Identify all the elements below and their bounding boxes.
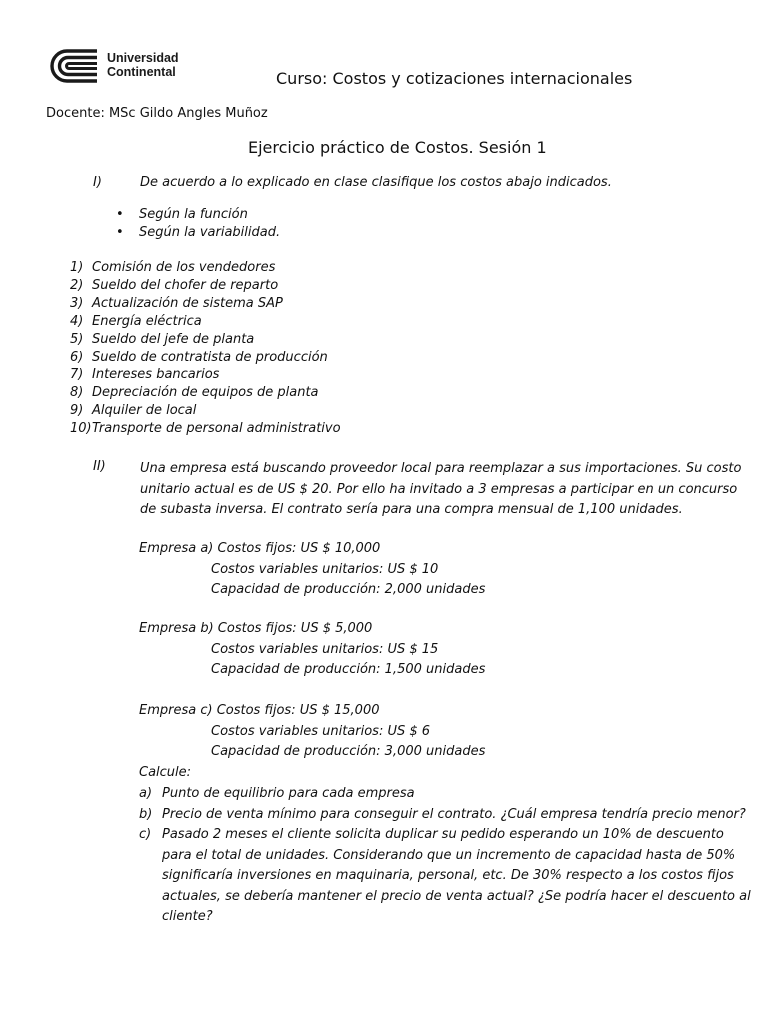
question-line: Pasado 2 meses el cliente solicita duplicar su pedido esperando un 10% de descuento bbox=[162, 827, 724, 842]
question-letter: a) bbox=[139, 786, 153, 801]
calculate-label: Calcule: bbox=[139, 765, 192, 780]
section-1-number: I) bbox=[93, 175, 102, 190]
teacher-name: Docente: MSc Gildo Angles Muñoz bbox=[46, 106, 268, 121]
item-number: 5) bbox=[70, 331, 84, 347]
item-number: 7) bbox=[70, 367, 84, 383]
item-number: 4) bbox=[70, 313, 84, 329]
list-item bbox=[70, 259, 341, 277]
university-logo bbox=[47, 48, 197, 84]
question-letter: c) bbox=[139, 827, 152, 842]
question-line: para el total de unidades. Considerando que un incremento de capacidad hasta de 50% bbox=[162, 847, 736, 863]
list-item bbox=[70, 420, 341, 438]
item-text: Sueldo del jefe de planta bbox=[92, 331, 255, 347]
list-item bbox=[70, 349, 341, 367]
list-item bbox=[70, 402, 341, 420]
company-b-block bbox=[139, 619, 485, 681]
bullet-icon: • bbox=[116, 225, 124, 240]
section-2-paragraph bbox=[140, 459, 742, 521]
question-line: actuales, se debería mantener el precio de venta actual? ¿Se podría hacer el descuento al bbox=[162, 888, 751, 904]
item-text: Transporte de personal administrativo bbox=[92, 421, 341, 437]
continental-logo-icon bbox=[47, 48, 103, 84]
item-text: Comisión de los vendedores bbox=[92, 260, 276, 275]
item-number: 3) bbox=[70, 295, 84, 311]
company-c-block bbox=[139, 701, 485, 763]
company-capacity: Capacidad de producción: 3,000 unidades bbox=[211, 744, 486, 759]
logo-line-1: Universidad bbox=[107, 51, 179, 65]
item-text: Alquiler de local bbox=[92, 403, 197, 419]
list-item bbox=[70, 295, 341, 313]
question-line: Precio de venta mínimo para conseguir el contrato. ¿Cuál empresa tendría precio menor? bbox=[162, 806, 746, 822]
logo-wordmark bbox=[107, 51, 179, 79]
item-number: 8) bbox=[70, 385, 84, 401]
item-text: Sueldo del chofer de reparto bbox=[92, 277, 279, 293]
item-text: Actualización de sistema SAP bbox=[92, 295, 283, 311]
item-text: Sueldo de contratista de producción bbox=[92, 349, 328, 365]
logo-line-2: Continental bbox=[107, 65, 176, 79]
company-fixed-cost: Empresa a) Costos fijos: US $ 10,000 bbox=[139, 541, 381, 556]
list-item bbox=[116, 206, 280, 224]
paragraph-line: unitario actual es de US $ 20. Por ello ha invitado a 3 empresas a participar en un concurso bbox=[140, 481, 738, 497]
exercise-title: Ejercicio práctico de Costos. Sesión 1 bbox=[248, 138, 547, 157]
company-fixed-cost: Empresa c) Costos fijos: US $ 15,000 bbox=[139, 703, 380, 718]
questions-list bbox=[139, 784, 751, 928]
list-item bbox=[70, 384, 341, 402]
question-letter: b) bbox=[139, 806, 153, 822]
question-line: Punto de equilibrio para cada empresa bbox=[162, 786, 415, 801]
item-text: Intereses bancarios bbox=[92, 367, 220, 383]
bullet-icon: • bbox=[116, 207, 124, 222]
criteria-text: Según la función bbox=[139, 207, 248, 222]
company-capacity: Capacidad de producción: 1,500 unidades bbox=[211, 662, 486, 677]
item-text: Depreciación de equipos de planta bbox=[92, 385, 319, 401]
paragraph-line: Una empresa está buscando proveedor local para reemplazar a sus importaciones. Su costo bbox=[140, 461, 742, 476]
criteria-text: Según la variabilidad. bbox=[139, 225, 281, 240]
company-fixed-cost: Empresa b) Costos fijos: US $ 5,000 bbox=[139, 621, 373, 636]
list-item bbox=[139, 805, 751, 826]
cost-items-list bbox=[70, 259, 341, 438]
section-1-instruction: De acuerdo a lo explicado en clase clasifique los costos abajo indicados. bbox=[140, 175, 612, 190]
list-item bbox=[139, 784, 751, 805]
section-2-number: II) bbox=[93, 459, 106, 474]
course-title: Curso: Costos y cotizaciones internacionales bbox=[276, 69, 633, 88]
list-item bbox=[70, 366, 341, 384]
paragraph-line: de subasta inversa. El contrato sería para una compra mensual de 1,100 unidades. bbox=[140, 502, 683, 517]
company-a-block bbox=[139, 539, 485, 601]
company-variable-cost: Costos variables unitarios: US $ 15 bbox=[211, 641, 439, 657]
list-item bbox=[116, 224, 280, 242]
criteria-list bbox=[116, 206, 280, 242]
list-item bbox=[70, 331, 341, 349]
company-variable-cost: Costos variables unitarios: US $ 10 bbox=[211, 561, 439, 577]
item-number: 9) bbox=[70, 403, 84, 419]
list-item bbox=[70, 313, 341, 331]
item-number: 6) bbox=[70, 349, 84, 365]
company-capacity: Capacidad de producción: 2,000 unidades bbox=[211, 582, 486, 597]
item-text: Energía eléctrica bbox=[92, 313, 202, 329]
item-number: 10) bbox=[70, 421, 92, 437]
company-variable-cost: Costos variables unitarios: US $ 6 bbox=[211, 723, 431, 739]
question-line: cliente? bbox=[162, 909, 213, 924]
item-number: 1) bbox=[70, 260, 84, 275]
list-item bbox=[139, 825, 751, 928]
list-item bbox=[70, 277, 341, 295]
question-line: significaría inversiones en maquinaria, personal, etc. De 30% respecto a los costos fijos bbox=[162, 868, 734, 883]
item-number: 2) bbox=[70, 277, 84, 293]
